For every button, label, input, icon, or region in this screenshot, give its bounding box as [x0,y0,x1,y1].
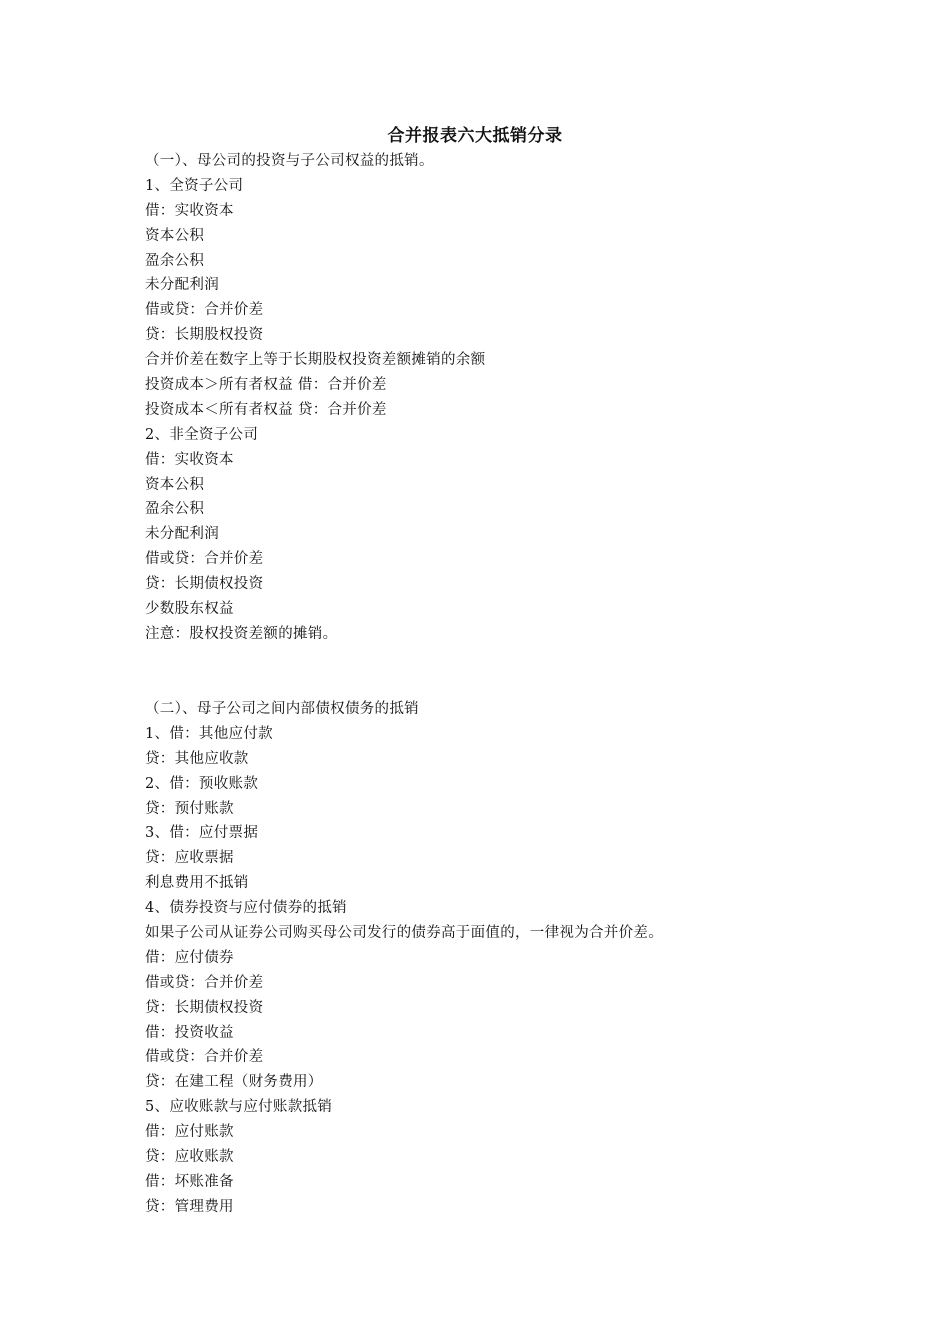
text-line: 3、借：应付票据 [145,825,259,842]
text-line: 注意：股权投资差额的摊销。 [145,625,338,642]
text-line: 借或贷：合并价差 [145,974,264,991]
text-line: 贷：长期股权投资 [145,327,264,344]
document-title: 合并报表六大抵销分录 [387,126,563,146]
text-line: 盈余公积 [145,252,205,269]
text-line: 2、借：预收账款 [145,775,259,792]
section-one [145,149,485,647]
text-line: 1、借：其他应付款 [145,725,273,742]
text-line: 未分配利润 [145,526,219,543]
text-line: 1、全资子公司 [145,177,244,194]
text-line: 借或贷：合并价差 [145,1049,264,1066]
text-line: 盈余公积 [145,501,205,518]
text-line: 少数股东权益 [145,601,234,618]
text-line: 合并价差在数字上等于长期股权投资差额摊销的余额 [145,352,486,369]
text-line: 借：应付账款 [145,1124,234,1141]
text-line: 贷：管理费用 [145,1198,234,1215]
text-line: 4、债券投资与应付债券的抵销 [145,900,347,917]
text-line: 贷：长期债权投资 [145,576,264,593]
text-line: 资本公积 [145,227,205,244]
text-line: （二）、母子公司之间内部债权债务的抵销 [145,701,419,717]
text-line: 投资成本＞所有者权益 借：合并价差 [145,377,387,394]
text-line: 借：坏账准备 [145,1173,234,1190]
text-line: 贷：在建工程（财务费用） [145,1074,323,1091]
section-two [145,697,663,1220]
text-line: 2、非全资子公司 [145,426,259,443]
text-line: 借或贷：合并价差 [145,302,264,319]
text-line: 贷：应收票据 [145,850,234,867]
text-line: 借或贷：合并价差 [145,551,264,568]
text-line: 资本公积 [145,476,205,493]
text-line: 5、应收账款与应付账款抵销 [145,1099,333,1116]
text-line: 借：投资收益 [145,1024,234,1041]
text-line: 贷：预付账款 [145,800,234,817]
text-line: 如果子公司从证券公司购买母公司发行的债券高于面值的，一律视为合并价差。 [145,925,663,942]
text-line: （一）、母公司的投资与子公司权益的抵销。 [145,153,434,169]
text-line: 投资成本＜所有者权益 贷：合并价差 [145,401,387,418]
text-line: 贷：应收账款 [145,1149,234,1166]
text-line: 未分配利润 [145,277,219,294]
text-line: 贷：长期债权投资 [145,999,264,1016]
text-line: 借：应付债券 [145,949,234,966]
text-line: 利息费用不抵销 [145,875,249,892]
text-line: 借：实收资本 [145,451,234,468]
text-line: 贷：其他应收款 [145,750,249,767]
text-line: 借：实收资本 [145,202,234,219]
